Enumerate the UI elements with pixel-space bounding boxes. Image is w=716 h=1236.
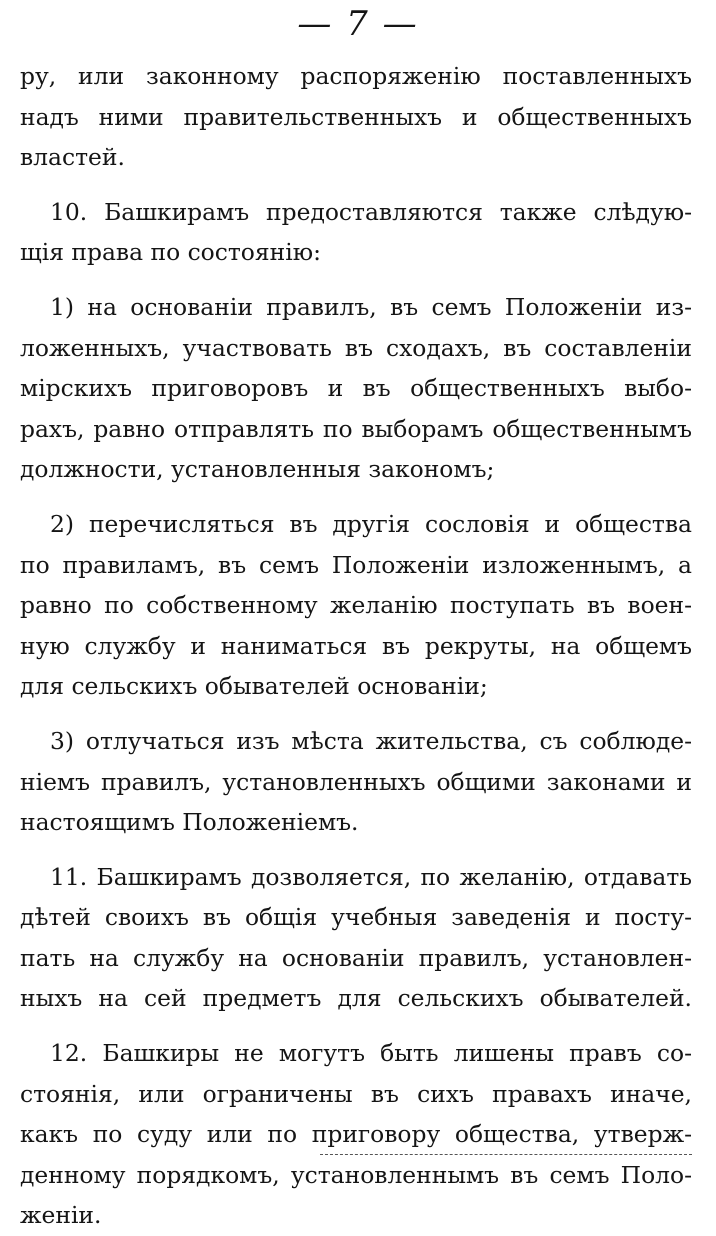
text-line: какъ по суду или по приговору общества, утверж-: [20, 1120, 692, 1149]
text-line: щія права по состоянію:: [20, 238, 321, 267]
text-line: 3) отлучаться изъ мѣста жительства, съ соблюде-: [50, 726, 692, 755]
text-line: ру, или законному распоряженію поставленныхъ: [20, 62, 692, 90]
text-line: ную службу и наниматься въ рекруты, на общемъ: [20, 631, 692, 660]
text-line: рахъ, равно отправлять по выборамъ общественнымъ: [20, 414, 692, 443]
text-line: 2) перечисляться въ другія сословія и общества: [50, 509, 692, 538]
text-line: равно по собственному желанію поступать въ воен-: [20, 591, 692, 620]
paragraph-12: [20, 1033, 692, 1236]
text-line: дѣтей своихъ въ общія учебныя заведенія и посту-: [20, 903, 692, 932]
text-line: 1) на основаніи правилъ, въ семъ Положеніи из-: [50, 292, 692, 321]
list-item-2: [20, 504, 692, 707]
text-line: ніемъ правилъ, установленныхъ общими законами и: [20, 767, 692, 796]
text-line: должности, установленныя закономъ;: [20, 455, 495, 484]
list-item-3: [20, 721, 692, 843]
text-line: властей.: [20, 143, 125, 172]
text-line: женіи.: [20, 1201, 102, 1230]
document-body: [20, 56, 692, 1236]
page-bottom-rule: [320, 1154, 692, 1155]
text-line: 12. Башкиры не могутъ быть лишены правъ со-: [50, 1039, 692, 1068]
text-line: мірскихъ приговоровъ и въ общественныхъ выбо-: [20, 374, 692, 403]
paragraph-9-continuation: [20, 56, 692, 178]
paragraph-11: [20, 857, 692, 1019]
text-line: по правиламъ, въ семъ Положеніи изложеннымъ, а: [20, 550, 692, 579]
text-line: денному порядкомъ, установленнымъ въ семъ Поло-: [20, 1160, 692, 1189]
list-item-1: [20, 287, 692, 490]
text-line: стоянія, или ограничены въ сихъ правахъ иначе,: [20, 1079, 692, 1108]
paragraph-10: [20, 192, 692, 273]
text-line: 10. Башкирамъ предоставляются также слѣдую-: [50, 197, 692, 226]
text-line: ныхъ на сей предметъ для сельскихъ обывателей.: [20, 984, 692, 1013]
text-line: надъ ними правительственныхъ и общественныхъ: [20, 102, 692, 131]
text-line: ложенныхъ, участвовать въ сходахъ, въ составленіи: [20, 333, 692, 362]
page-number: — 7 —: [297, 4, 419, 44]
text-line: пать на службу на основаніи правилъ, установлен-: [20, 943, 692, 972]
text-line: для сельскихъ обывателей основаніи;: [20, 672, 488, 701]
text-line: настоящимъ Положеніемъ.: [20, 808, 359, 837]
text-line: 11. Башкирамъ дозволяется, по желанію, отдавать: [50, 862, 692, 891]
